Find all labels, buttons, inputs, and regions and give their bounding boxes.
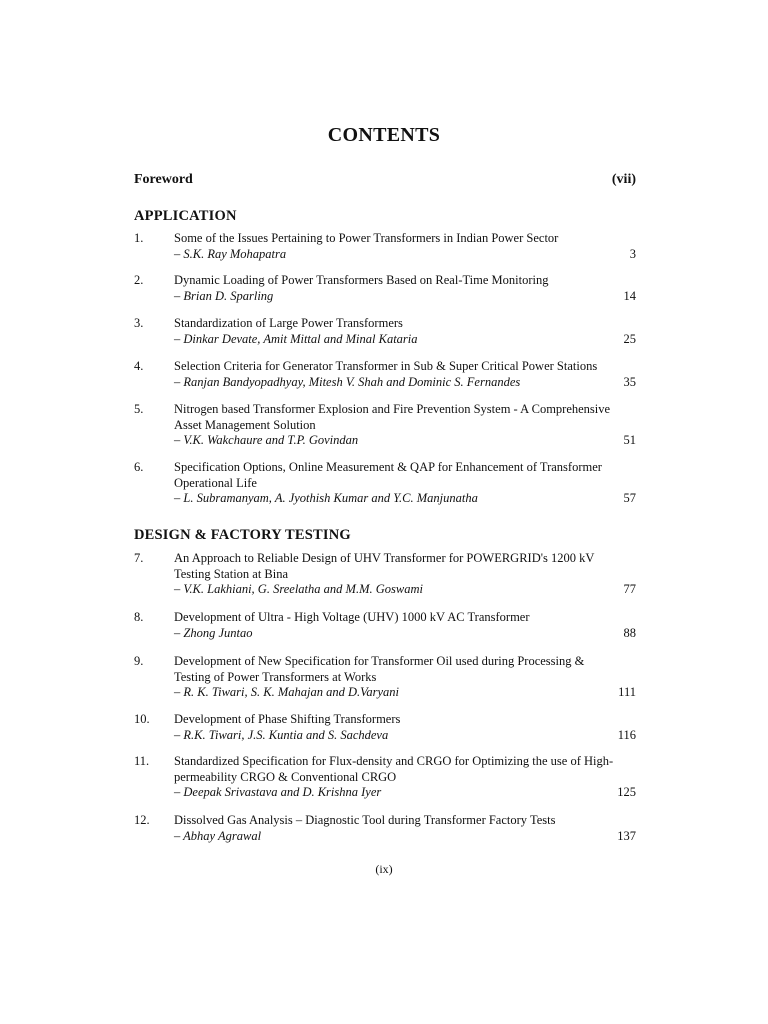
entry-number: 3.	[134, 316, 144, 330]
entry-number: 9.	[134, 654, 144, 668]
entry-number: 12.	[134, 813, 150, 827]
entry-title: Development of Phase Shifting Transformers	[174, 712, 401, 726]
entry-title: Specification Options, Online Measurement & QAP for Enhancement of Transformer Operational Life	[174, 460, 602, 490]
entry-page: 35	[623, 374, 636, 389]
entry-authors: – V.K. Lakhiani, G. Sreelatha and M.M. Goswami	[174, 582, 423, 596]
foreword-page: (vii)	[611, 172, 636, 187]
toc-entry	[134, 402, 636, 449]
entry-title: Development of Ultra - High Voltage (UHV) 1000 kV AC Transformer	[174, 610, 530, 624]
entry-number: 5.	[134, 402, 144, 416]
page-number: (ix)	[375, 862, 393, 876]
entry-number: 2.	[134, 273, 144, 287]
section-heading-application: APPLICATION	[134, 208, 237, 224]
entry-authors: – Dinkar Devate, Amit Mittal and Minal Kataria	[174, 331, 418, 346]
entry-authors: – Abhay Agrawal	[174, 828, 262, 843]
entry-page: 25	[623, 331, 636, 346]
entry-number: 4.	[134, 359, 144, 373]
entry-title: Nitrogen based Transformer Explosion and Fire Prevention System - A Comprehensive Asset Management Solution	[174, 402, 611, 432]
entry-page: 3	[629, 246, 636, 261]
entry-title: Selection Criteria for Generator Transformer in Sub & Super Critical Power Stations	[174, 359, 598, 373]
entry-page: 14	[623, 288, 636, 303]
entry-page: 51	[623, 433, 636, 447]
entry-title: Standardized Specification for Flux-density and CRGO for Optimizing the use of High-permeability CRGO & Conventional CRGO	[174, 754, 614, 784]
toc-entry	[134, 359, 636, 390]
page-title: CONTENTS	[327, 124, 441, 146]
entry-title: Development of New Specification for Transformer Oil used during Processing & Testing of Power Transformers at Works	[174, 654, 585, 684]
entry-page: 88	[623, 625, 636, 640]
entry-authors: – V.K. Wakchaure and T.P. Govindan	[174, 433, 359, 447]
entry-authors: – R.K. Tiwari, J.S. Kuntia and S. Sachdeva	[174, 727, 389, 742]
entry-page: 116	[617, 727, 636, 742]
toc-entry	[134, 273, 636, 304]
entry-number: 11.	[134, 754, 150, 768]
section-heading-design-factory-testing: DESIGN & FACTORY TESTING	[134, 527, 351, 543]
entry-number: 7.	[134, 551, 144, 565]
entry-page: 111	[618, 685, 636, 699]
entry-number: 1.	[134, 231, 144, 245]
toc-entry	[134, 460, 636, 507]
entry-page: 125	[617, 785, 636, 799]
entry-title: An Approach to Reliable Design of UHV Transformer for POWERGRID's 1200 kV Testing Station at Bina	[174, 551, 595, 581]
toc-entry	[134, 654, 636, 701]
entry-authors: – S.K. Ray Mohapatra	[174, 246, 287, 261]
entry-title: Standardization of Large Power Transformers	[174, 316, 403, 330]
entry-authors: – Deepak Srivastava and D. Krishna Iyer	[174, 785, 382, 799]
toc-entry	[134, 754, 636, 801]
entry-number: 8.	[134, 610, 144, 624]
entry-page: 137	[617, 828, 636, 843]
entry-title: Dynamic Loading of Power Transformers Based on Real-Time Monitoring	[174, 273, 549, 287]
entry-authors: – R. K. Tiwari, S. K. Mahajan and D.Varyani	[174, 685, 400, 699]
entry-title: Dissolved Gas Analysis – Diagnostic Tool during Transformer Factory Tests	[174, 813, 556, 827]
toc-entry	[134, 316, 636, 347]
toc-entry	[134, 610, 636, 641]
entry-authors: – Brian D. Sparling	[174, 288, 274, 303]
toc-entry	[134, 813, 636, 844]
entry-authors: – Ranjan Bandyopadhyay, Mitesh V. Shah and Dominic S. Fernandes	[174, 374, 521, 389]
foreword-row	[134, 172, 636, 188]
entry-number: 10.	[134, 712, 150, 726]
toc-entry	[134, 712, 636, 743]
entry-page: 57	[623, 491, 636, 505]
entry-title: Some of the Issues Pertaining to Power Transformers in Indian Power Sector	[174, 231, 559, 245]
entry-number: 6.	[134, 460, 144, 474]
toc-entry	[134, 551, 636, 598]
toc-entry	[134, 231, 636, 262]
entry-authors: – L. Subramanyam, A. Jyothish Kumar and Y.C. Manjunatha	[174, 491, 478, 505]
foreword-label: Foreword	[134, 172, 193, 187]
entry-page: 77	[623, 582, 636, 596]
entry-authors: – Zhong Juntao	[174, 625, 253, 640]
